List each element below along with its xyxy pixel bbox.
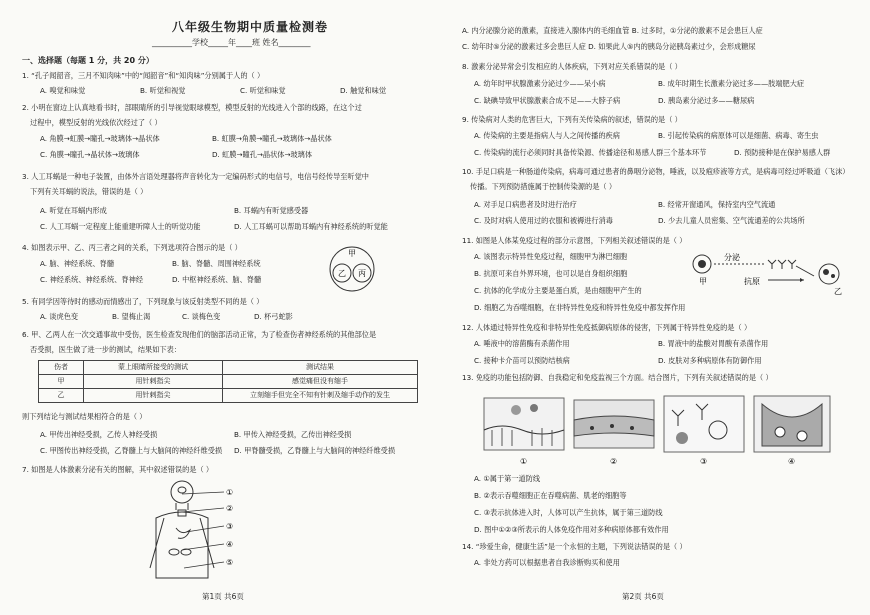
question-12: 12. 人体通过特异性免疫和非特异性免疫抵御病原体的侵害，下列属于特异性免疫的是（ ） xyxy=(462,323,752,332)
q5-option-b: B. 望梅止渴 xyxy=(112,312,151,321)
question-7: 7. 如图是人体激素分泌有关的图解，其中叙述错误的是（ ） xyxy=(22,465,214,474)
table-cell: 感觉痛但没有缩手 xyxy=(223,375,418,389)
table-cell: 立刻缩手但完全不知有针刺及缩手动作的发生 xyxy=(223,389,418,403)
question-11: 11. 如图是人体某免疫过程的部分示意图，下列相关叙述错误的是（ ） xyxy=(462,236,687,245)
immunity-figures xyxy=(482,390,832,468)
question-8: 8. 激素分泌异常会引发相应的人体疾病，下列对应关系错误的是（ ） xyxy=(462,62,682,71)
antibody-icons xyxy=(768,260,796,269)
question-3-cont: 下列有关耳蜗的说法，错误的是（ ） xyxy=(30,187,148,196)
question-4: 4. 如图表示甲、乙、丙三者之间的关系，下列选项符合图示的是（ ） xyxy=(22,243,242,252)
venn-label-jia: 甲 xyxy=(348,249,356,258)
q10-option-b: B. 经常开窗通风，保持室内空气流通 xyxy=(658,200,776,209)
figure-3 xyxy=(664,396,744,466)
question-13: 13. 免疫的功能包括防御、自我稳定和免疫监视三个方面。结合图片，下列有关叙述错误的是（ ） xyxy=(462,373,773,382)
q9-option-b: B. 引起传染病的病原体可以是细菌、病毒、寄生虫 xyxy=(658,131,819,140)
q2-option-d: D. 虹膜→瞳孔→晶状体→玻璃体 xyxy=(212,150,313,159)
immune-process-figure xyxy=(684,248,854,298)
student-info-line: __________学校_____年____班 姓名________ xyxy=(152,38,311,47)
q14-option-a: A. 非处方药可以根据患者自我诊断购买和使用 xyxy=(474,558,620,567)
table-cell: 用针刺指尖 xyxy=(84,375,223,389)
q13-option-a: A. ①属于第一道防线 xyxy=(474,474,541,483)
table-header-row xyxy=(39,361,418,375)
q2-option-a: A. 角膜→虹膜→瞳孔→玻璃体→晶状体 xyxy=(40,134,160,143)
fig11-antigen-label: 抗原 xyxy=(744,277,760,286)
question-2: 2. 小明在窗边上认真地看书时，部眼睛所的引导视觉眼球模型，模型反射的光线进入个部的线路，在这个过 xyxy=(22,103,362,112)
q12-option-d: D. 皮肤对多种病原体有防御作用 xyxy=(658,356,762,365)
label-1: ① xyxy=(226,488,234,497)
q9-option-c: C. 传染病的流行必须同时具备传染源、传播途径和易感人群三个基本环节 xyxy=(474,148,707,157)
q3-option-b: B. 耳蜗内有听觉感受器 xyxy=(234,206,309,215)
q6-option-d: D. 甲脊髓受损，乙脊髓上与大脑间的神经纤维受损 xyxy=(234,446,396,455)
fig13-label-2: ② xyxy=(610,457,618,466)
venn-diagram xyxy=(312,245,392,293)
q13-option-b: B. ②表示吞噬细胞正在吞噬病菌、肌老的细胞等 xyxy=(474,491,627,500)
table-row xyxy=(39,389,418,403)
fig11-jia-label: 甲 xyxy=(699,277,707,286)
label-5: ⑤ xyxy=(226,558,234,567)
figure-4 xyxy=(754,396,830,466)
q5-option-a: A. 谈虎色变 xyxy=(40,312,79,321)
page-2 xyxy=(462,0,862,615)
q1-option-c: C. 听觉和味觉 xyxy=(240,86,286,95)
fig11-yi-label: 乙 xyxy=(834,287,842,296)
table-row xyxy=(39,375,418,389)
q10-option-a: A. 对手足口病患者及时进行治疗 xyxy=(474,200,577,209)
table-cell: 甲 xyxy=(39,375,84,389)
q11-option-c: C. 抗体的化学成分主要是蛋白质，是由细胞甲产生的 xyxy=(474,286,642,295)
page-footer: 第2页 共6页 xyxy=(622,592,664,601)
q5-option-d: D. 杯弓蛇影 xyxy=(254,312,293,321)
question-6: 6. 甲、乙两人在一次交通事故中受伤，医生检查发现他们的脑部活动正常，为了检查伤者神经系统的其他部位是 xyxy=(22,330,377,339)
q5-option-c: C. 谈梅色变 xyxy=(182,312,221,321)
q4-option-a: A. 脑、神经系统、脊髓 xyxy=(40,259,115,268)
venn-label-yi: 乙 xyxy=(338,269,346,278)
q6-option-c: C. 甲图传出神经受损，乙脊髓上与大脑间的神经纤维受损 xyxy=(40,446,223,455)
figure-1 xyxy=(484,398,564,466)
q1-option-a: A. 嗅觉和味觉 xyxy=(40,86,86,95)
q8-option-a: A. 幼年时甲状腺激素分泌过少——呆小病 xyxy=(474,79,606,88)
q12-option-b: B. 胃液中的盐酸对胃酸有杀菌作用 xyxy=(658,339,769,348)
table-header: 伤者 xyxy=(39,361,84,375)
question-9: 9. 传染病对人类的危害巨大，下列有关传染病的叙述，错误的是（ ） xyxy=(462,115,682,124)
question-14: 14. “珍爱生命，健康生活”是一个永恒的主题，下列说法错误的是（ ） xyxy=(462,542,687,551)
q12-option-c: C. 接种卡介苗可以预防结核病 xyxy=(474,356,570,365)
endocrine-figure xyxy=(142,478,252,588)
q4-option-b: B. 脑、脊髓、周围神经系统 xyxy=(172,259,261,268)
q8-option-b: B. 成年时期生长激素分泌过多——肢端肥大症 xyxy=(658,79,805,88)
q9-option-a: A. 传染病的主要是指病人与人之间传播的疾病 xyxy=(474,131,620,140)
q2-option-b: B. 虹膜→角膜→瞳孔→玻璃体→晶状体 xyxy=(212,134,332,143)
question-5: 5. 有同学因等待时的感动而情感出了，下列现象与该反射类型不同的是（ ） xyxy=(22,297,264,306)
q13-option-c: C. ③表示抗体进入时，人体可以产生抗体，属于第三道防线 xyxy=(474,508,663,517)
q11-option-b: B. 抗原可来自外界环境，也可以是自身组织细胞 xyxy=(474,269,628,278)
table-cell: 用针刺指尖 xyxy=(84,389,223,403)
question-3: 3. 人工耳蜗是一种电子装置，由体外言语处理器将声音转化为一定编码形式的电信号，电信号经传导至听觉中 xyxy=(22,172,369,181)
q10-option-c: C. 及时对病人使用过的衣服和被褥进行消毒 xyxy=(474,216,613,225)
q3-option-d: D. 人工耳蜗可以帮助耳蜗内有神经系统的听觉能 xyxy=(234,222,388,231)
page-1 xyxy=(22,0,440,615)
table-header: 蒙上眼睛所接受的测试 xyxy=(84,361,223,375)
fig13-label-1: ① xyxy=(520,457,528,466)
q1-option-d: D. 触觉和味觉 xyxy=(340,86,387,95)
q11-option-d: D. 细胞乙为吞噬细胞，在非特异性免疫和特异性免疫中都发挥作用 xyxy=(474,303,686,312)
question-1: 1. “孔子闻韶音，三月不知肉味”中的“闻韶音”和“知肉味”分别属于人的（ ） xyxy=(22,71,265,80)
q6-option-a: A. 甲传出神经受损，乙传人神经受损 xyxy=(40,430,158,439)
question-10-cont: 传播。下列预防措施属于控制传染源的是（ ） xyxy=(470,182,617,191)
label-2: ② xyxy=(226,504,234,513)
label-4: ④ xyxy=(226,540,234,549)
venn-label-bing: 丙 xyxy=(358,269,366,278)
table-cell: 乙 xyxy=(39,389,84,403)
q2-option-c: C. 角膜→瞳孔→晶状体→玻璃体 xyxy=(40,150,140,159)
q13-option-d: D. 图中①②③所表示的人体免疫作用对多种病原体都有效作用 xyxy=(474,525,669,534)
q7-options-row1: A. 内分泌腺分泌的激素，直接进入腺体内的毛细血管 B. 过多时，①分泌的激素不足会患巨人症 xyxy=(462,26,763,35)
q10-option-d: D. 少去儿童人员密集、空气流通差的公共场所 xyxy=(658,216,805,225)
figure-2 xyxy=(574,400,654,466)
exam-title: 八年级生物期中质量检测卷 xyxy=(172,20,329,34)
q6-table xyxy=(38,360,418,403)
q8-option-d: D. 胰岛素分泌过多——糖尿病 xyxy=(658,96,755,105)
question-2-cont: 过程中，模型反射的光线依次经过了（ ） xyxy=(30,118,162,127)
q3-option-a: A. 听觉在耳蜗内形成 xyxy=(40,206,107,215)
q7-options-row2: C. 幼年时⑤分泌的激素过多会患巨人症 D. 如果此人⑤内的胰岛分泌胰岛素过少，会形成糖尿 xyxy=(462,42,756,51)
fig13-label-3: ③ xyxy=(700,457,708,466)
table-header: 测试结果 xyxy=(223,361,418,375)
q9-option-d: D. 预防接种是在保护易感人群 xyxy=(734,148,831,157)
page-footer: 第1页 共6页 xyxy=(202,592,244,601)
q6-option-b: B. 甲传入神经受损，乙传出神经受损 xyxy=(234,430,352,439)
q12-option-a: A. 唾液中的溶菌酶有杀菌作用 xyxy=(474,339,570,348)
label-3: ③ xyxy=(226,522,234,531)
q3-option-c: C. 人工耳蜗一定程度上能重建听障人士的听觉功能 xyxy=(40,222,201,231)
section-heading: 一、选择题（每题 1 分，共 20 分） xyxy=(22,56,154,65)
q4-option-c: C. 神经系统、神经系统、脊神经 xyxy=(40,275,144,284)
q8-option-c: C. 缺碘导致甲状腺激素合成不足——大脖子病 xyxy=(474,96,621,105)
question-6-prompt: 则下列结论与测试结果相符合的是（ ） xyxy=(22,412,147,421)
fig13-label-4: ④ xyxy=(788,457,796,466)
q11-option-a: A. 该图表示特异性免疫过程，细胞甲为淋巴细胞 xyxy=(474,252,628,261)
q4-option-d: D. 中枢神经系统、脑、脊髓 xyxy=(172,275,262,284)
question-6-cont: 否受损，医生做了进一步的测试，结果如下表： xyxy=(30,345,181,354)
question-10: 10. 手足口病是一种肠道传染病，病毒可通过患者的鼻咽分泌物，唾液，以及疱疹液等方式，是病毒可经过呼吸道（飞沫） xyxy=(462,167,850,176)
fig11-secrete-label: 分泌 xyxy=(724,253,740,262)
q1-option-b: B. 听觉和视觉 xyxy=(140,86,186,95)
